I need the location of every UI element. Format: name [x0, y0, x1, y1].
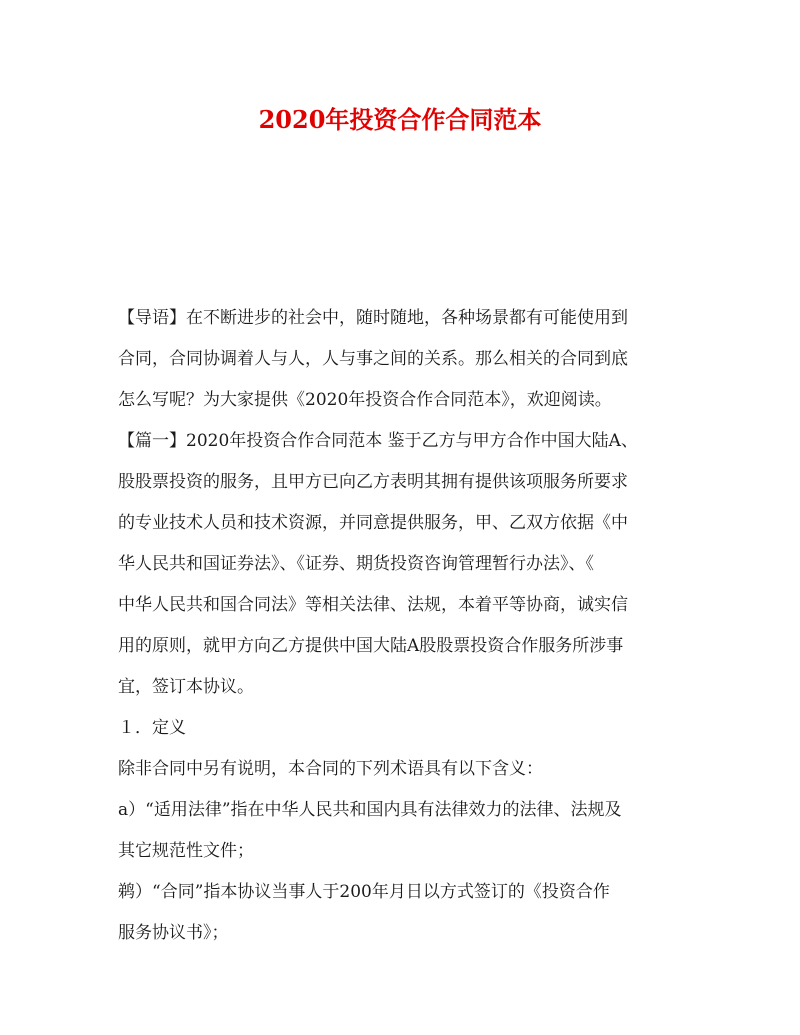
document-title: 2020年投资合作合同范本 [258, 105, 542, 134]
text-line: 的专业技术人员和技术资源，并同意提供服务，甲、乙双方依据《中 [118, 513, 628, 533]
text-line: 【导语】在不断进步的社会中，随时随地，各种场景都有可能使用到 [118, 308, 628, 328]
text-line: 其它规范性文件； [118, 841, 254, 861]
text-line: 【篇一】2020年投资合作合同范本 鉴于乙方与甲方合作中国大陆A、 [118, 431, 638, 451]
text-line: 除非合同中另有说明，本合同的下列术语具有以下含义： [118, 759, 543, 779]
text-line: 用的原则，就甲方向乙方提供中国大陆A股股票投资合作服务所涉事 [118, 636, 624, 656]
document-body [118, 298, 683, 954]
text-line: a）“适用法律”指在中华人民共和国内具有法律效力的法律、法规及 [118, 800, 622, 820]
text-line: 怎么写呢？为大家提供《2020年投资合作合同范本》，欢迎阅读。 [118, 390, 612, 410]
text-line: 中华人民共和国合同法》等相关法律、法规，本着平等协商，诚实信 [118, 595, 628, 615]
text-line: 服务协议书》； [118, 923, 229, 943]
text-line: 宜，签订本协议。 [118, 677, 254, 697]
text-line: 华人民共和国证券法》、《证券、期货投资咨询管理暂行办法》、《 [118, 554, 594, 574]
text-line: 合同，合同协调着人与人，人与事之间的关系。那么相关的合同到底 [118, 349, 628, 369]
text-line: 股股票投资的服务，且甲方已向乙方表明其拥有提供该项服务所要求 [118, 472, 628, 492]
section-heading: １．定义 [118, 718, 186, 738]
text-line: 鹈）“合同”指本协议当事人于200年月日以方式签订的《投资合作 [118, 882, 610, 902]
